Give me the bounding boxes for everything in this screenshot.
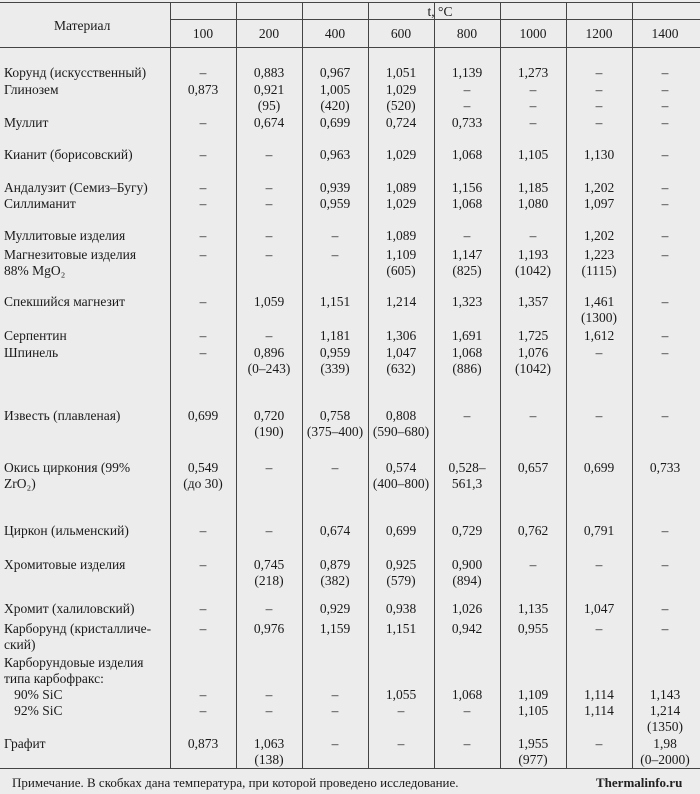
table-cell: –: [199, 147, 207, 162]
temp-column-header: 1200: [585, 26, 613, 41]
table-cell: –: [529, 228, 537, 243]
table-cell: –: [265, 147, 273, 162]
table-cell: –: [595, 736, 603, 751]
table-cell: 1,109: [385, 247, 417, 262]
material-name: Серпентин: [4, 328, 67, 343]
table-cell: 0,879: [319, 557, 351, 572]
table-cell: 0,925: [385, 557, 417, 572]
table-cell: 0,549: [187, 460, 219, 475]
table-cell: –: [595, 115, 603, 130]
material-name: Окись циркония (99%: [4, 460, 131, 475]
table-cell: –: [661, 196, 669, 211]
table-cell: –: [199, 228, 207, 243]
table-cell: (95): [257, 98, 281, 113]
table-cell: –: [463, 408, 471, 423]
table-cell: 0,758: [319, 408, 351, 423]
table-cell: –: [265, 687, 273, 702]
table-cell: 0,808: [385, 408, 417, 423]
table-cell: 1,461: [583, 294, 615, 309]
table-cell: 1,029: [385, 147, 417, 162]
table-cell: –: [529, 408, 537, 423]
table-cell: –: [397, 736, 405, 751]
table-cell: 0,883: [253, 65, 285, 80]
table-cell: –: [265, 228, 273, 243]
table-rule: [170, 19, 700, 20]
table-cell: 1,130: [583, 147, 615, 162]
table-cell: 1,151: [385, 621, 417, 636]
table-cell: –: [661, 523, 669, 538]
table-cell: 0,976: [253, 621, 285, 636]
table-cell: –: [199, 687, 207, 702]
table-cell: 1,725: [517, 328, 549, 343]
table-cell: 1,273: [517, 65, 549, 80]
table-cell: –: [463, 228, 471, 243]
table-cell: 1,068: [451, 196, 483, 211]
table-cell: –: [661, 228, 669, 243]
table-cell: 1,089: [385, 228, 417, 243]
material-name: Известь (плавленая): [4, 408, 121, 423]
material-name: 88% MgO₂: [4, 263, 66, 278]
temp-column-header: 400: [324, 26, 346, 41]
table-cell: (579): [386, 573, 416, 588]
table-cell: 0,929: [319, 601, 351, 616]
table-cell: (1350): [647, 719, 683, 734]
table-cell: –: [595, 408, 603, 423]
watermark-text: Thermalinfo.ru: [596, 775, 683, 790]
table-cell: 0,921: [253, 82, 285, 97]
table-cell: –: [199, 345, 207, 360]
table-cell: (520): [386, 98, 416, 113]
table-cell: 0,873: [187, 736, 219, 751]
table-cell: 1,059: [253, 294, 285, 309]
table-cell: 1,029: [385, 82, 417, 97]
table-cell: 1,051: [385, 65, 417, 80]
table-cell: –: [661, 115, 669, 130]
table-cell: 1,029: [385, 196, 417, 211]
table-cell: 0,967: [319, 65, 351, 80]
table-cell: 0,873: [187, 82, 219, 97]
table-cell: 1,214: [649, 703, 681, 718]
table-cell: (1042): [515, 361, 551, 376]
material-header: Материал: [54, 18, 111, 33]
table-cell: 1,109: [517, 687, 549, 702]
table-cell: –: [265, 460, 273, 475]
table-cell: (382): [320, 573, 350, 588]
table-cell: 1,047: [583, 601, 615, 616]
table-cell: –: [265, 196, 273, 211]
table-rule: [0, 47, 700, 48]
table-cell: –: [661, 247, 669, 262]
table-cell: –: [463, 703, 471, 718]
table-cell: –: [661, 294, 669, 309]
material-name: Графит: [4, 736, 46, 751]
table-cell: 1,202: [583, 180, 615, 195]
table-cell: –: [529, 82, 537, 97]
table-cell: –: [331, 703, 339, 718]
material-name: Хромитовые изделия: [4, 557, 126, 572]
material-name: Хромит (халиловский): [4, 601, 135, 616]
table-cell: –: [661, 328, 669, 343]
table-cell: 0,699: [583, 460, 615, 475]
table-cell: 1,005: [319, 82, 351, 97]
table-cell: 0,955: [517, 621, 549, 636]
table-cell: 1,114: [584, 687, 614, 702]
table-cell: (632): [386, 361, 416, 376]
material-name: 92% SiC: [4, 703, 63, 718]
table-cell: 1,143: [649, 687, 681, 702]
table-cell: 1,181: [319, 328, 351, 343]
table-cell: (605): [386, 263, 416, 278]
table-cell: –: [463, 98, 471, 113]
temperature-header: t, °C: [427, 4, 453, 19]
table-cell: –: [331, 460, 339, 475]
table-cell: –: [595, 98, 603, 113]
table-cell: (339): [320, 361, 350, 376]
table-cell: –: [331, 247, 339, 262]
table-cell: –: [595, 621, 603, 636]
table-cell: –: [199, 601, 207, 616]
table-cell: 0,574: [385, 460, 417, 475]
table-cell: 0,959: [319, 196, 351, 211]
table-cell: 1,063: [253, 736, 285, 751]
table-cell: 1,076: [517, 345, 549, 360]
table-cell: –: [331, 228, 339, 243]
table-cell: 1,139: [451, 65, 483, 80]
table-cell: (0–2000): [640, 752, 690, 767]
table-cell: –: [199, 180, 207, 195]
table-cell: –: [199, 196, 207, 211]
table-cell: 0,674: [319, 523, 351, 538]
table-cell: –: [265, 247, 273, 262]
table-cell: 1,089: [385, 180, 417, 195]
table-cell: 1,068: [451, 147, 483, 162]
table-cell: 0,963: [319, 147, 351, 162]
table-cell: 1,214: [385, 294, 417, 309]
table-cell: –: [199, 294, 207, 309]
table-cell: 0,720: [253, 408, 285, 423]
material-name: Спекшийся магнезит: [4, 294, 126, 309]
material-name: ZrO₂): [4, 476, 36, 491]
table-cell: 1,306: [385, 328, 417, 343]
table-cell: –: [529, 557, 537, 572]
table-cell: –: [199, 115, 207, 130]
temp-column-header: 1400: [651, 26, 679, 41]
table-cell: –: [661, 408, 669, 423]
table-cell: 1,612: [583, 328, 615, 343]
table-cell: –: [265, 328, 273, 343]
table-cell: 1,223: [583, 247, 615, 262]
table-cell: 1,98: [653, 736, 677, 751]
table-cell: 1,080: [517, 196, 549, 211]
table-cell: –: [199, 523, 207, 538]
table-cell: –: [595, 345, 603, 360]
table-cell: –: [199, 703, 207, 718]
table-cell: –: [199, 557, 207, 572]
table-cell: 0,724: [385, 115, 417, 130]
material-name: Муллитовые изделия: [4, 228, 126, 243]
material-name: Корунд (искусственный): [4, 65, 147, 80]
table-cell: –: [595, 82, 603, 97]
temp-column-header: 200: [258, 26, 280, 41]
temp-column-header: 600: [390, 26, 412, 41]
table-cell: –: [595, 557, 603, 572]
table-cell: (190): [254, 424, 284, 439]
table-cell: –: [265, 180, 273, 195]
table-cell: 0,959: [319, 345, 351, 360]
table-cell: –: [529, 98, 537, 113]
table-cell: (218): [254, 573, 284, 588]
table-cell: –: [199, 621, 207, 636]
table-cell: (894): [452, 573, 482, 588]
table-cell: (590–680): [372, 424, 430, 439]
table-cell: 1,026: [451, 601, 483, 616]
table-cell: (0–243): [247, 361, 291, 376]
table-cell: (1300): [581, 310, 617, 325]
material-name: Глинозем: [4, 82, 59, 97]
table-cell: 0,733: [649, 460, 681, 475]
table-cell: 1,105: [517, 147, 549, 162]
temp-column-header: 800: [456, 26, 478, 41]
table-cell: –: [661, 180, 669, 195]
table-cell: 1,055: [385, 687, 417, 702]
table-cell: –: [661, 557, 669, 572]
table-cell: 0,657: [517, 460, 549, 475]
table-cell: –: [331, 687, 339, 702]
table-cell: –: [199, 65, 207, 80]
table-rule: [0, 2, 700, 3]
table-cell: (977): [518, 752, 548, 767]
table-cell: 0,939: [319, 180, 351, 195]
table-cell: –: [661, 65, 669, 80]
table-cell: –: [463, 82, 471, 97]
table-cell: 1,159: [319, 621, 351, 636]
material-name: Магнезитовые изделия: [4, 247, 137, 262]
table-cell: 0,733: [451, 115, 483, 130]
table-cell: 0,938: [385, 601, 417, 616]
table-cell: –: [529, 115, 537, 130]
table-cell: –: [661, 621, 669, 636]
material-name: Циркон (ильменский): [4, 523, 129, 538]
table-cell: (1042): [515, 263, 551, 278]
table-cell: (1115): [581, 263, 617, 278]
table-cell: 1,068: [451, 687, 483, 702]
material-name: 90% SiC: [4, 687, 63, 702]
table-cell: 1,105: [517, 703, 549, 718]
table-rule: [0, 768, 700, 769]
material-name: Карборундовые изделия: [4, 655, 144, 670]
table-cell: (400–800): [372, 476, 430, 491]
table-cell: 1,147: [451, 247, 483, 262]
material-name: Андалузит (Семиз–Бугу): [4, 180, 148, 195]
table-cell: –: [397, 703, 405, 718]
material-name: Карборунд (кристалличе-: [4, 621, 152, 636]
table-cell: 1,357: [517, 294, 549, 309]
table-cell: –: [265, 523, 273, 538]
temp-column-header: 100: [192, 26, 214, 41]
table-cell: 0,699: [319, 115, 351, 130]
table-cell: 1,068: [451, 345, 483, 360]
table-cell: 1,135: [517, 601, 549, 616]
table-cell: 1,114: [584, 703, 614, 718]
table-cell: –: [661, 98, 669, 113]
table-cell: 0,942: [451, 621, 483, 636]
table-cell: 1,185: [517, 180, 549, 195]
material-name: Муллит: [4, 115, 49, 130]
table-cell: 0,699: [385, 523, 417, 538]
table-cell: 561,3: [451, 476, 483, 491]
table-cell: (138): [254, 752, 284, 767]
footnote: Примечание. В скобках дана температура, при которой проведено исследование.: [12, 775, 459, 790]
temp-column-header: 1000: [519, 26, 547, 41]
table-cell: (825): [452, 263, 482, 278]
table-cell: 0,729: [451, 523, 483, 538]
table-cell: –: [661, 82, 669, 97]
table-cell: 1,047: [385, 345, 417, 360]
table-cell: 1,955: [517, 736, 549, 751]
table-cell: (до 30): [183, 476, 223, 491]
table-cell: –: [661, 147, 669, 162]
table-cell: 0,528–: [448, 460, 486, 475]
table-cell: –: [595, 65, 603, 80]
table-cell: –: [265, 703, 273, 718]
table-cell: 1,323: [451, 294, 483, 309]
table-cell: (420): [320, 98, 350, 113]
table-cell: –: [199, 328, 207, 343]
material-name: типа карбофракс:: [4, 671, 104, 686]
table-cell: –: [463, 736, 471, 751]
material-name: Силлиманит: [4, 196, 76, 211]
table-cell: 0,900: [451, 557, 483, 572]
table-cell: (375–400): [306, 424, 364, 439]
table-cell: (886): [452, 361, 482, 376]
table-cell: 0,896: [253, 345, 285, 360]
material-name: Кианит (борисовский): [4, 147, 133, 162]
table-cell: 0,699: [187, 408, 219, 423]
material-name: ский): [4, 637, 36, 652]
table-cell: 0,745: [253, 557, 285, 572]
material-name: Шпинель: [4, 345, 59, 360]
table-cell: 1,202: [583, 228, 615, 243]
table-cell: –: [199, 247, 207, 262]
table-cell: –: [331, 736, 339, 751]
table-cell: –: [661, 345, 669, 360]
table-cell: 0,674: [253, 115, 285, 130]
table-cell: 0,791: [583, 523, 615, 538]
table-cell: –: [265, 601, 273, 616]
table-cell: 1,156: [451, 180, 483, 195]
table-cell: 1,151: [319, 294, 351, 309]
table-cell: 1,193: [517, 247, 549, 262]
table-cell: 1,691: [451, 328, 483, 343]
table-cell: 0,762: [517, 523, 549, 538]
table-cell: –: [661, 601, 669, 616]
table-cell: 1,097: [583, 196, 615, 211]
